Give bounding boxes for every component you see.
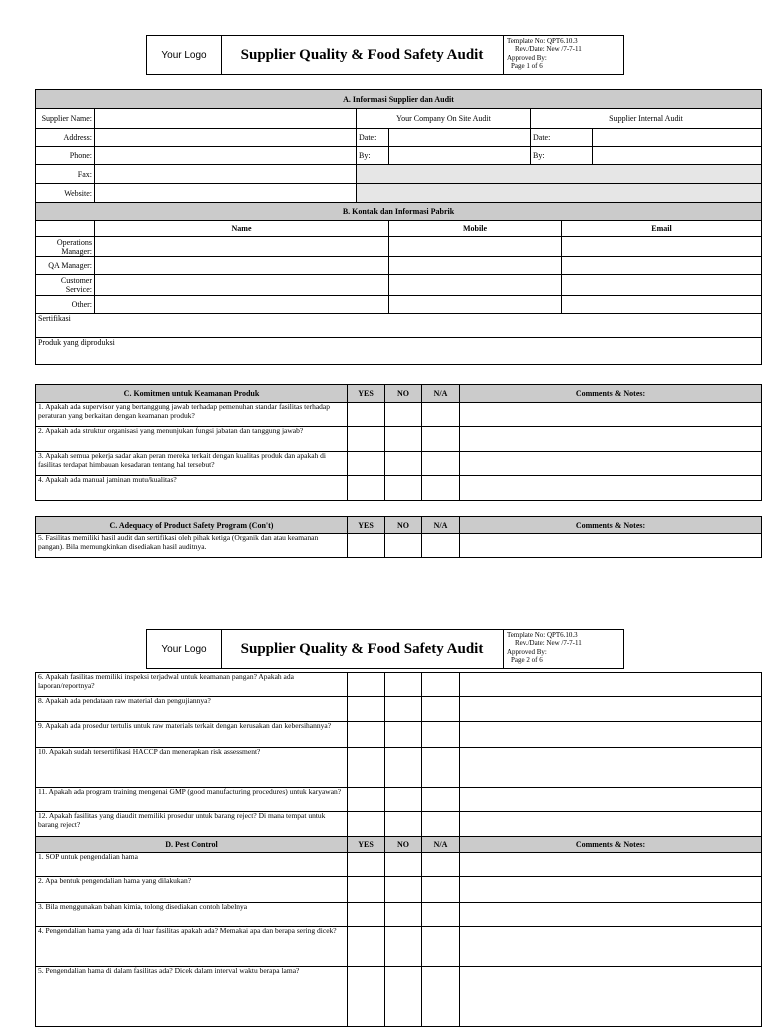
no-checkbox[interactable] bbox=[385, 788, 422, 812]
comments-field[interactable] bbox=[460, 877, 762, 903]
section-c-cont-table bbox=[35, 516, 762, 558]
question-text: 1. Apakah ada supervisor yang bertanggung jawab terhadap pemenuhan standar fasilitas terhadap peraturan yang berkaitan dengan keamanan produk? bbox=[36, 403, 348, 427]
contact-mobile-field[interactable] bbox=[389, 275, 562, 296]
na-checkbox[interactable] bbox=[422, 403, 460, 427]
na-checkbox[interactable] bbox=[422, 812, 460, 837]
contact-email-field[interactable] bbox=[562, 296, 762, 314]
yes-checkbox[interactable] bbox=[348, 427, 385, 452]
address-field[interactable] bbox=[95, 129, 357, 147]
phone-field[interactable] bbox=[95, 147, 357, 165]
question-text: 3. Bila menggunakan bahan kimia, tolong disediakan contoh labelnya bbox=[36, 903, 348, 927]
fax-field[interactable] bbox=[95, 165, 357, 184]
section-b-heading: B. Kontak dan Informasi Pabrik bbox=[36, 203, 762, 221]
contact-role-label: QA Manager: bbox=[36, 257, 95, 275]
question-text: 12. Apakah fasilitas yang diaudit memiliki prosedur untuk barang reject? Di mana tempat untuk barang reject? bbox=[36, 812, 348, 837]
no-checkbox[interactable] bbox=[385, 673, 422, 697]
onsite-by-field[interactable] bbox=[389, 147, 531, 165]
question-text: 2. Apakah ada struktur organisasi yang menunjukan fungsi jabatan dan tanggung jawab? bbox=[36, 427, 348, 452]
address-label: Address: bbox=[36, 129, 95, 147]
contact-role-label: Customer Service: bbox=[36, 275, 95, 296]
na-checkbox[interactable] bbox=[422, 697, 460, 722]
phone-label: Phone: bbox=[36, 147, 95, 165]
approved-by: Approved By: bbox=[507, 53, 547, 62]
comments-field[interactable] bbox=[460, 748, 762, 788]
contact-role-label: Other: bbox=[36, 296, 95, 314]
question-text: 2. Apa bentuk pengendalian hama yang dilakukan? bbox=[36, 877, 348, 903]
yes-checkbox[interactable] bbox=[348, 673, 385, 697]
page-2-table bbox=[35, 672, 762, 1027]
comments-field[interactable] bbox=[460, 967, 762, 1027]
page-number: Page 2 of 6 bbox=[511, 655, 543, 664]
yes-checkbox[interactable] bbox=[348, 812, 385, 837]
no-checkbox[interactable] bbox=[385, 748, 422, 788]
na-column-header: N/A bbox=[422, 385, 460, 403]
no-checkbox[interactable] bbox=[385, 967, 422, 1027]
na-checkbox[interactable] bbox=[422, 476, 460, 501]
products-field[interactable]: Produk yang diproduksi bbox=[36, 338, 762, 365]
comments-field[interactable] bbox=[460, 534, 762, 558]
yes-checkbox[interactable] bbox=[348, 853, 385, 877]
section-c-table bbox=[35, 384, 762, 501]
contact-email-field[interactable] bbox=[562, 237, 762, 257]
no-checkbox[interactable] bbox=[385, 452, 422, 476]
na-checkbox[interactable] bbox=[422, 903, 460, 927]
yes-column-header: YES bbox=[348, 517, 385, 534]
logo-placeholder: Your Logo bbox=[147, 630, 222, 668]
header-page-1 bbox=[146, 35, 624, 75]
comments-field[interactable] bbox=[460, 903, 762, 927]
supplier-info-table bbox=[35, 89, 762, 365]
internal-by-field[interactable] bbox=[593, 147, 762, 165]
question-text: 11. Apakah ada program training mengenai GMP (good manufacturing procedures) untuk karyawan? bbox=[36, 788, 348, 812]
comments-field[interactable] bbox=[460, 403, 762, 427]
yes-checkbox[interactable] bbox=[348, 534, 385, 558]
yes-checkbox[interactable] bbox=[348, 967, 385, 1027]
website-label: Website: bbox=[36, 184, 95, 203]
yes-checkbox[interactable] bbox=[348, 927, 385, 967]
no-checkbox[interactable] bbox=[385, 903, 422, 927]
comments-field[interactable] bbox=[460, 788, 762, 812]
yes-checkbox[interactable] bbox=[348, 452, 385, 476]
page-number: Page 1 of 6 bbox=[511, 61, 543, 70]
comments-field[interactable] bbox=[460, 452, 762, 476]
yes-column-header: YES bbox=[348, 385, 385, 403]
comments-field[interactable] bbox=[460, 697, 762, 722]
internal-date-field[interactable] bbox=[593, 129, 762, 147]
document-title: Supplier Quality & Food Safety Audit bbox=[221, 36, 504, 74]
contact-name-field[interactable] bbox=[95, 296, 389, 314]
onsite-date-label: Date: bbox=[357, 129, 389, 147]
contact-mobile-field[interactable] bbox=[389, 257, 562, 275]
na-checkbox[interactable] bbox=[422, 452, 460, 476]
document-meta bbox=[507, 37, 582, 70]
supplier-name-field[interactable] bbox=[95, 109, 357, 129]
logo-placeholder: Your Logo bbox=[147, 36, 222, 74]
yes-checkbox[interactable] bbox=[348, 722, 385, 748]
yes-checkbox[interactable] bbox=[348, 903, 385, 927]
question-text: 8. Apakah ada pendataan raw material dan pengujiannya? bbox=[36, 697, 348, 722]
internal-date-label: Date: bbox=[531, 129, 593, 147]
question-text: 4. Apakah ada manual jaminan mutu/kualitas? bbox=[36, 476, 348, 501]
contact-name-field[interactable] bbox=[95, 257, 389, 275]
comments-field[interactable] bbox=[460, 812, 762, 837]
no-checkbox[interactable] bbox=[385, 877, 422, 903]
yes-checkbox[interactable] bbox=[348, 476, 385, 501]
contact-name-field[interactable] bbox=[95, 237, 389, 257]
email-column-header: Email bbox=[562, 221, 762, 237]
blank-header-cell bbox=[36, 221, 95, 237]
header-page-2 bbox=[146, 629, 624, 669]
fax-label: Fax: bbox=[36, 165, 95, 184]
question-text: 6. Apakah fasilitas memiliki inspeksi terjadwal untuk keamanan pangan? Apakah ada laporan/reportnya? bbox=[36, 673, 348, 697]
no-checkbox[interactable] bbox=[385, 427, 422, 452]
section-c-heading: C. Komitmen untuk Keamanan Produk bbox=[36, 385, 348, 403]
no-checkbox[interactable] bbox=[385, 853, 422, 877]
internal-by-label: By: bbox=[531, 147, 593, 165]
section-c-cont-heading: C. Adequacy of Product Safety Program (Con't) bbox=[36, 517, 348, 534]
na-column-header: N/A bbox=[422, 837, 460, 853]
no-checkbox[interactable] bbox=[385, 403, 422, 427]
na-checkbox[interactable] bbox=[422, 534, 460, 558]
section-d-heading: D. Pest Control bbox=[36, 837, 348, 853]
contact-mobile-field[interactable] bbox=[389, 296, 562, 314]
template-number: Template No: QPT6.10.3 bbox=[507, 631, 578, 639]
approved-by: Approved By: bbox=[507, 647, 547, 656]
na-column-header: N/A bbox=[422, 517, 460, 534]
comments-field[interactable] bbox=[460, 722, 762, 748]
comments-field[interactable] bbox=[460, 927, 762, 967]
certification-field[interactable]: Sertifikasi bbox=[36, 314, 762, 338]
comments-column-header: Comments & Notes: bbox=[460, 385, 762, 403]
onsite-audit-heading: Your Company On Site Audit bbox=[357, 109, 531, 129]
shaded-cell bbox=[357, 184, 762, 203]
na-checkbox[interactable] bbox=[422, 748, 460, 788]
onsite-date-field[interactable] bbox=[389, 129, 531, 147]
comments-column-header: Comments & Notes: bbox=[460, 837, 762, 853]
question-text: 5. Fasilitas memiliki hasil audit dan sertifikasi oleh pihak ketiga (Organik dan atau keamanan pangan). Bila memungkinkan disediakan hasil auditnya. bbox=[36, 534, 348, 558]
na-checkbox[interactable] bbox=[422, 673, 460, 697]
comments-column-header: Comments & Notes: bbox=[460, 517, 762, 534]
no-column-header: NO bbox=[385, 517, 422, 534]
section-a-heading: A. Informasi Supplier dan Audit bbox=[36, 90, 762, 109]
question-text: 5. Pengendalian hama di dalam fasilitas ada? Dicek dalam interval waktu berapa lama? bbox=[36, 967, 348, 1027]
yes-checkbox[interactable] bbox=[348, 788, 385, 812]
contact-role-label: Operations Manager: bbox=[36, 237, 95, 257]
yes-checkbox[interactable] bbox=[348, 403, 385, 427]
no-column-header: NO bbox=[385, 385, 422, 403]
no-checkbox[interactable] bbox=[385, 927, 422, 967]
no-checkbox[interactable] bbox=[385, 812, 422, 837]
contact-email-field[interactable] bbox=[562, 275, 762, 296]
comments-field[interactable] bbox=[460, 853, 762, 877]
template-number: Template No: QPT6.10.3 bbox=[507, 37, 578, 45]
contact-mobile-field[interactable] bbox=[389, 237, 562, 257]
onsite-by-label: By: bbox=[357, 147, 389, 165]
na-checkbox[interactable] bbox=[422, 927, 460, 967]
na-checkbox[interactable] bbox=[422, 967, 460, 1027]
website-field[interactable] bbox=[95, 184, 357, 203]
no-column-header: NO bbox=[385, 837, 422, 853]
comments-field[interactable] bbox=[460, 673, 762, 697]
revision-date: Rev./Date: New /7-7-11 bbox=[515, 639, 582, 648]
revision-date: Rev./Date: New /7-7-11 bbox=[515, 45, 582, 54]
na-checkbox[interactable] bbox=[422, 853, 460, 877]
contact-name-field[interactable] bbox=[95, 275, 389, 296]
question-text: 4. Pengendalian hama yang ada di luar fasilitas apakah ada? Memakai apa dan berapa sering dicek? bbox=[36, 927, 348, 967]
yes-checkbox[interactable] bbox=[348, 697, 385, 722]
shaded-cell bbox=[357, 165, 762, 184]
na-checkbox[interactable] bbox=[422, 427, 460, 452]
comments-field[interactable] bbox=[460, 476, 762, 501]
comments-field[interactable] bbox=[460, 427, 762, 452]
name-column-header: Name bbox=[95, 221, 389, 237]
document-meta bbox=[507, 631, 582, 664]
question-text: 10. Apakah sudah tersertifikasi HACCP dan menerapkan risk assessment? bbox=[36, 748, 348, 788]
no-checkbox[interactable] bbox=[385, 476, 422, 501]
internal-audit-heading: Supplier Internal Audit bbox=[531, 109, 762, 129]
no-checkbox[interactable] bbox=[385, 534, 422, 558]
mobile-column-header: Mobile bbox=[389, 221, 562, 237]
question-text: 1. SOP untuk pengendalian hama bbox=[36, 853, 348, 877]
na-checkbox[interactable] bbox=[422, 877, 460, 903]
no-checkbox[interactable] bbox=[385, 722, 422, 748]
document-title: Supplier Quality & Food Safety Audit bbox=[221, 630, 504, 668]
question-text: 3. Apakah semua pekerja sadar akan peran mereka terkait dengan kualitas produk dan apakah di fasilitas terdapat himbauan kesadaran tentang hal tersebut? bbox=[36, 452, 348, 476]
contact-email-field[interactable] bbox=[562, 257, 762, 275]
supplier-name-label: Supplier Name: bbox=[36, 109, 95, 129]
yes-checkbox[interactable] bbox=[348, 748, 385, 788]
na-checkbox[interactable] bbox=[422, 788, 460, 812]
yes-checkbox[interactable] bbox=[348, 877, 385, 903]
no-checkbox[interactable] bbox=[385, 697, 422, 722]
yes-column-header: YES bbox=[348, 837, 385, 853]
question-text: 9. Apakah ada prosedur tertulis untuk raw materials terkait dengan kerusakan dan kebersihannya? bbox=[36, 722, 348, 748]
na-checkbox[interactable] bbox=[422, 722, 460, 748]
